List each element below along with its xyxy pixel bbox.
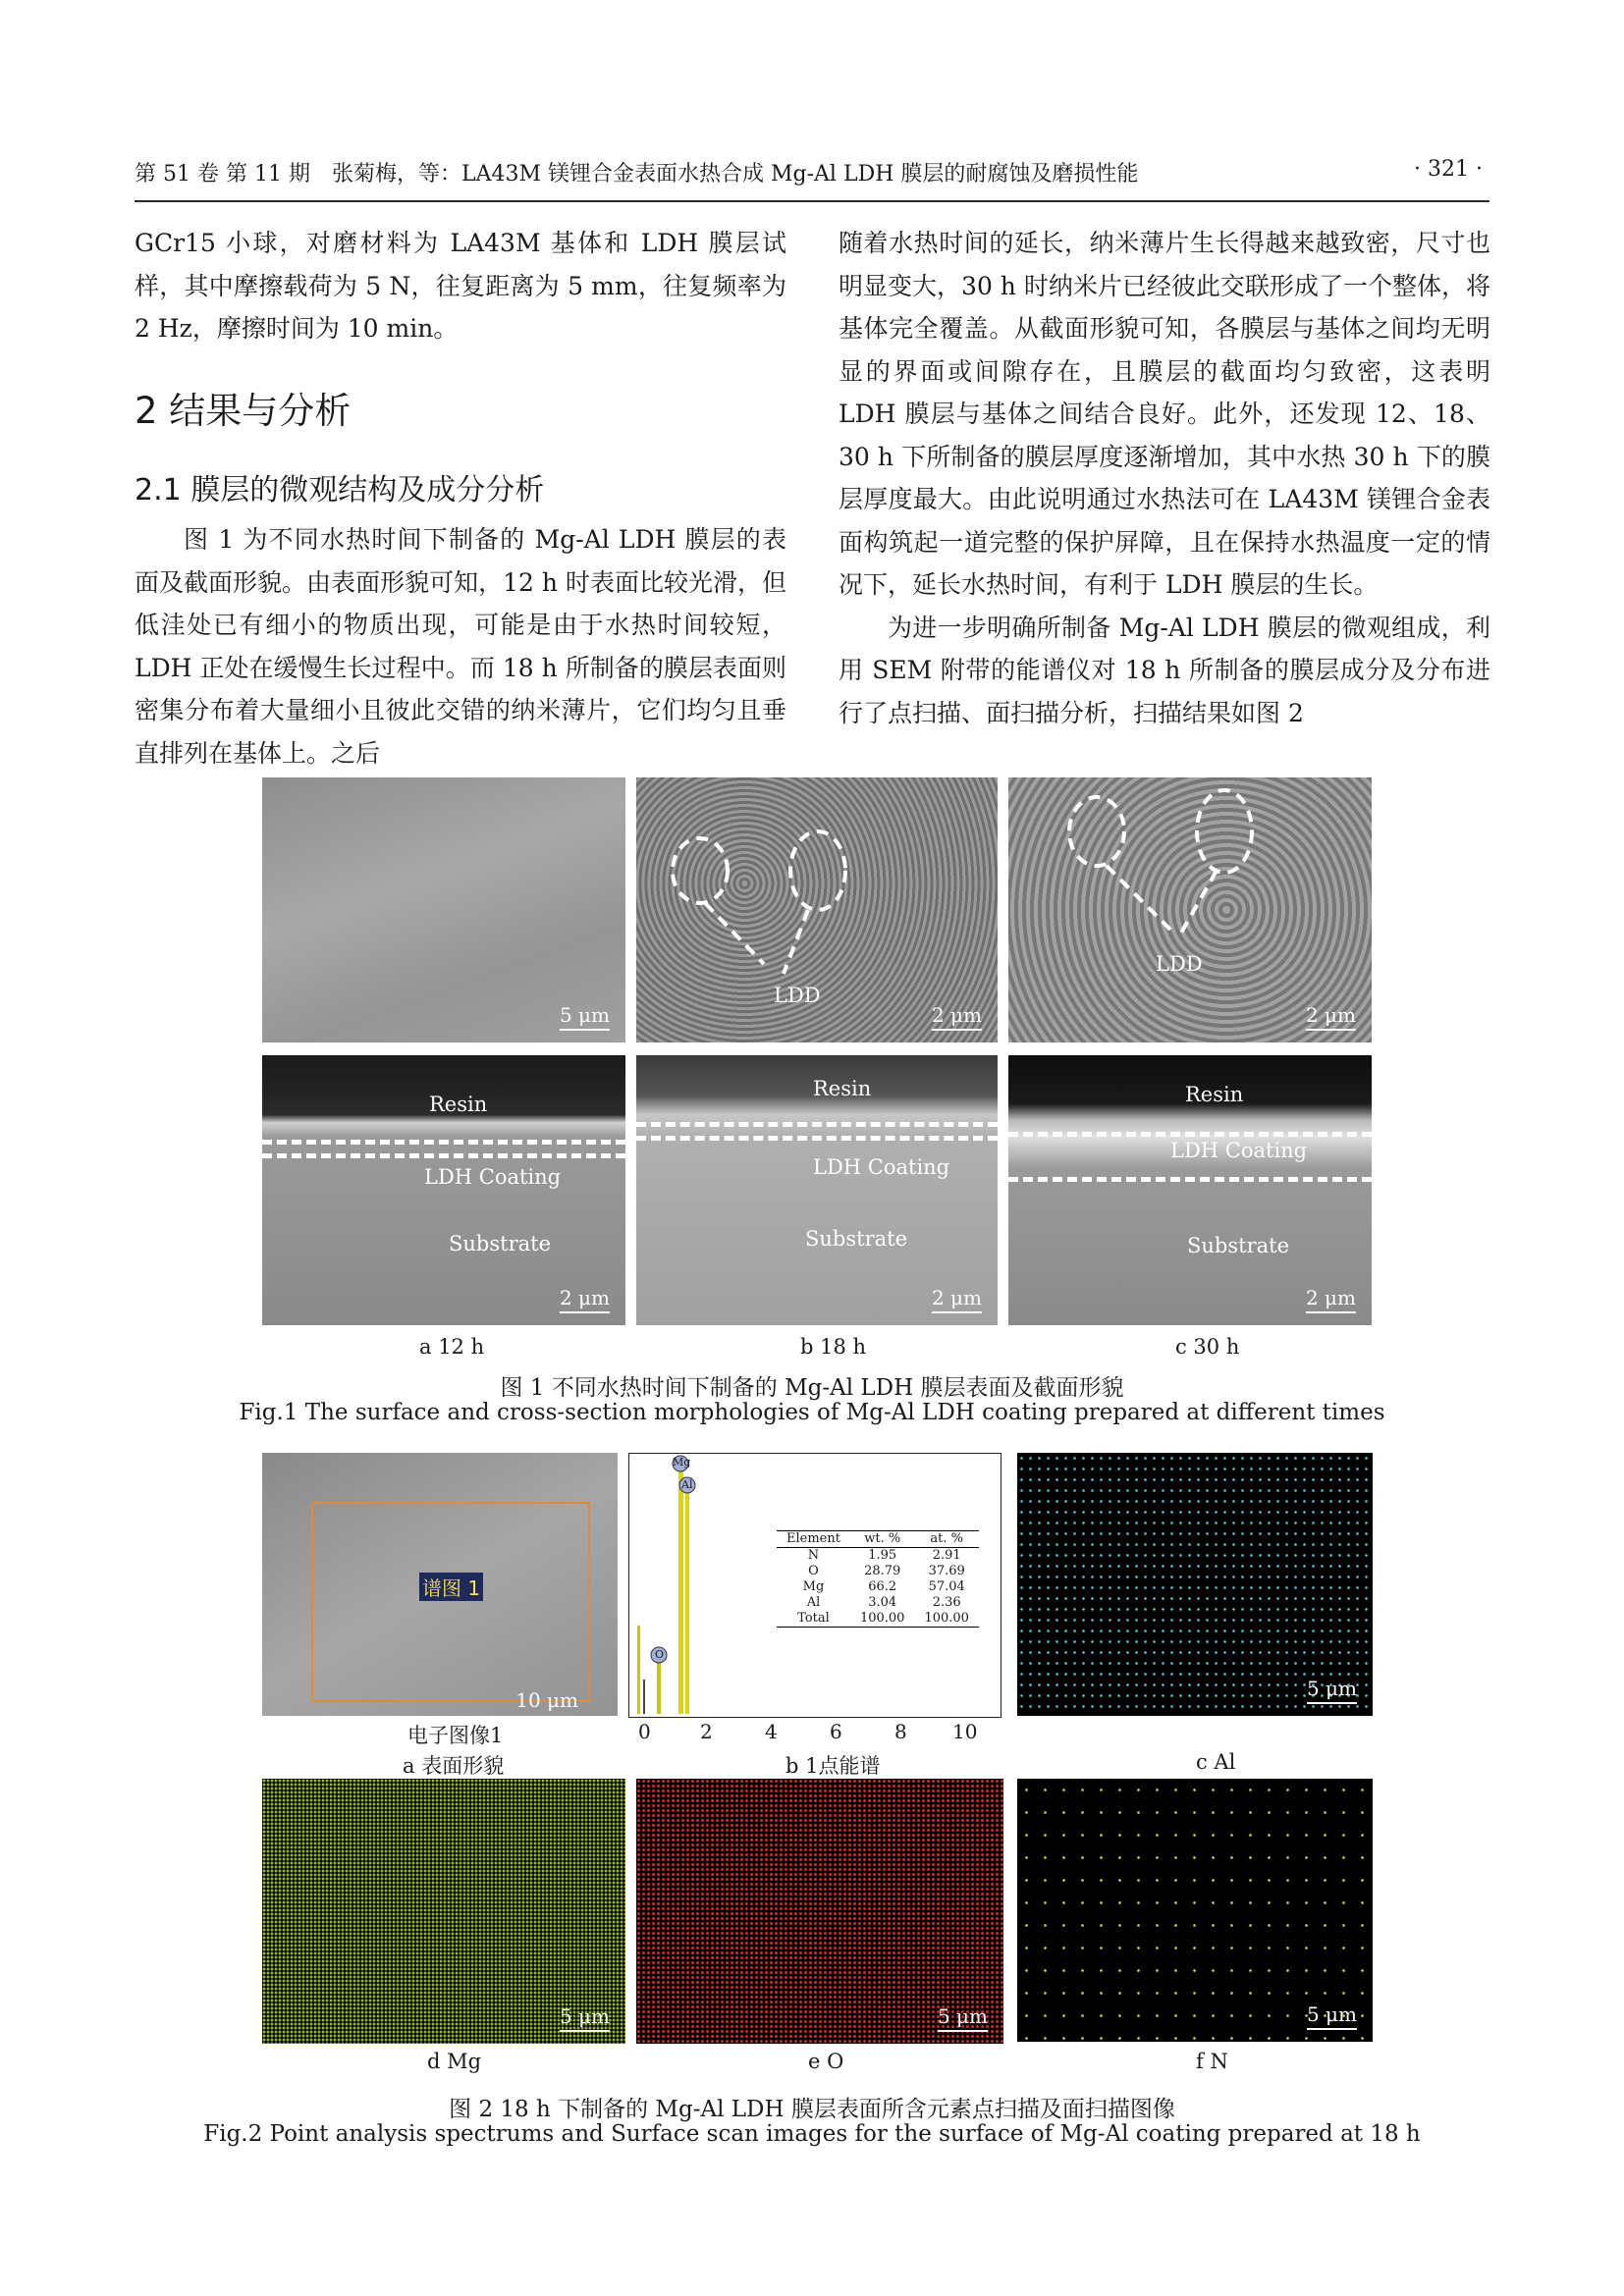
dashed-boundary: [636, 1136, 998, 1141]
figure-title-en: Fig.2 Point analysis spectrums and Surface scan images for the surface of Mg-Al coating prepared at 18 h: [203, 2121, 1421, 2147]
dashed-boundary: [262, 1140, 625, 1145]
resin-label: Resin: [429, 1093, 488, 1116]
coating-label: LDH Coating: [813, 1155, 950, 1179]
scale-bar: 5 μm: [560, 2004, 610, 2032]
eds-map-al: [1017, 1453, 1373, 1716]
table-header: at. %: [930, 1531, 964, 1546]
paragraph: 为进一步明确所制备 Mg-Al LDH 膜层的微观组成，利用 SEM 附带的能谱仪对 18 h 所制备的膜层成分及分布进行了点扫描、面扫描分析，扫描结果如图 2: [839, 613, 1490, 727]
subfigure-caption: d Mg: [427, 2050, 482, 2073]
table-row: O 28.79 37.69: [808, 1564, 965, 1578]
subfigure-caption: a 12 h: [419, 1335, 485, 1359]
subfigure-caption: c Al: [1196, 1750, 1236, 1774]
ldd-label: LDD: [774, 984, 821, 1007]
sem-surface-18h: [636, 777, 998, 1042]
scale-bar: 2 μm: [932, 1286, 982, 1313]
coating-label: LDH Coating: [1170, 1139, 1308, 1162]
sem-cross-section-30h: [1008, 1055, 1372, 1325]
table-row: Mg 66.2 57.04: [802, 1579, 965, 1594]
running-title: 张菊梅，等：LA43M 镁锂合金表面水热合成 Mg-Al LDH 膜层的耐腐蚀及磨损性能: [332, 162, 1139, 187]
resin-label: Resin: [813, 1077, 872, 1100]
substrate-label: Substrate: [449, 1232, 551, 1255]
eds-map-n: [1017, 1779, 1373, 2042]
journal-volume: 第 51 卷 第 11 期: [135, 162, 310, 187]
subfigure-caption: b 18 h: [800, 1335, 867, 1359]
scale-bar: 2 μm: [560, 1286, 610, 1313]
paragraph: 图 1 为不同水热时间下制备的 Mg-Al LDH 膜层的表面及截面形貌。由表面形貌可知，12 h 时表面比较光滑，但低洼处已有细小的物质出现，可能是由于水热时间较短，LDH 正处在缓慢生长过程中。而 18 h 所制备的膜层表面则密集分布着大量细小且彼此交错的纳米薄片，它们均匀且垂直排列在基体上。之后: [135, 525, 786, 768]
scale-bar: 2 μm: [1306, 1286, 1356, 1313]
eds-map-o: [636, 1779, 1003, 2044]
page-number: · 321 ·: [1414, 157, 1483, 182]
subfigure-caption: e O: [808, 2050, 844, 2073]
table-row: N 1.95 2.91: [807, 1548, 961, 1563]
figure-title-en: Fig.1 The surface and cross-section morphologies of Mg-Al LDH coating prepared at different times: [239, 1400, 1385, 1425]
sem-surface-12h: [262, 777, 625, 1042]
paragraph: 随着水热时间的延长，纳米薄片生长得越来越致密，尺寸也明显变大，30 h 时纳米片已经彼此交联形成了一个整体，将基体完全覆盖。从截面形貌可知，各膜层与基体之间均无明显的界面或间隙存在，且膜层的截面均匀致密，这表明 LDH 膜层与基体之间结合良好。此外，还发现 12、18、30 h 下所制备的膜层厚度逐渐增加，其中水热 30 h 下的膜层厚度最大。由此说明通过水热法可在 LA43M 镁锂合金表面构筑起一道完整的保护屏障，且在保持水热温度一定的情况下，延长水热时间，有利于 LDH 膜层的生长。: [839, 229, 1490, 599]
peak-label-o: O: [655, 1648, 665, 1661]
resin-label: Resin: [1185, 1083, 1244, 1106]
electron-image-label: 电子图像1: [407, 1724, 504, 1747]
scale-bar: 2 μm: [932, 1003, 982, 1031]
scan-area-box: [311, 1502, 590, 1702]
dashed-boundary: [1008, 1177, 1372, 1182]
scale-bar: 5 μm: [1307, 1677, 1357, 1704]
table-header: Element: [786, 1531, 840, 1546]
figure-title-cn: 图 2 18 h 下制备的 Mg-Al LDH 膜层表面所含元素点扫描及面扫描图像: [449, 2097, 1175, 2122]
dashed-boundary: [1008, 1132, 1372, 1137]
dashed-boundary: [636, 1122, 998, 1127]
scale-bar: 10 μm: [515, 1688, 578, 1712]
peak-label-al: Al: [681, 1478, 693, 1491]
spectrum-x-axis: 0 2 4 6 8 10: [638, 1720, 978, 1743]
subfigure-caption: c 30 h: [1175, 1335, 1240, 1359]
right-column: [839, 222, 1490, 734]
eds-map-mg: [262, 1779, 625, 2044]
subsection-title: 2.1 膜层的微观结构及成分分析: [135, 473, 545, 507]
left-column-body: [135, 518, 786, 774]
coating-label: LDH Coating: [424, 1165, 562, 1189]
subfigure-caption: a 表面形貌: [403, 1754, 505, 1778]
table-row: Total 100.00 100.00: [797, 1611, 969, 1626]
substrate-label: Substrate: [1187, 1234, 1289, 1257]
scale-bar: 5 μm: [938, 2004, 988, 2032]
figure-title-cn: 图 1 不同水热时间下制备的 Mg-Al LDH 膜层表面及截面形貌: [500, 1375, 1124, 1401]
sem-cross-section-12h: [262, 1055, 625, 1325]
table-header: wt. %: [864, 1531, 901, 1546]
spectrum-marker: 谱图 1: [419, 1573, 483, 1601]
scale-bar: 5 μm: [1307, 2002, 1357, 2030]
sem-surface-30h: [1008, 777, 1372, 1042]
scale-bar: 2 μm: [1306, 1003, 1356, 1031]
substrate-label: Substrate: [805, 1227, 907, 1251]
header-rule: [135, 200, 1489, 202]
sem-cross-section-18h: [636, 1055, 998, 1325]
scale-bar: 5 μm: [560, 1003, 610, 1031]
eds-spectrum: [628, 1453, 1001, 1718]
subfigure-caption: b 1点能谱: [785, 1754, 881, 1778]
section-title: 2 结果与分析: [135, 390, 352, 432]
sem-surface-eds: [262, 1453, 618, 1716]
dashed-boundary: [262, 1153, 625, 1158]
peak-label-mg: Mg: [673, 1456, 691, 1468]
ldd-label: LDD: [1156, 952, 1203, 976]
left-column: [135, 222, 786, 350]
subfigure-caption: f N: [1196, 2050, 1228, 2073]
eds-table: [777, 1530, 979, 1628]
table-row: Al 3.04 2.36: [806, 1595, 961, 1610]
paragraph: GCr15 小球，对磨材料为 LA43M 基体和 LDH 膜层试样，其中摩擦载荷为 5 N，往复距离为 5 mm，往复频率为 2 Hz，摩擦时间为 10 min。: [135, 229, 786, 343]
